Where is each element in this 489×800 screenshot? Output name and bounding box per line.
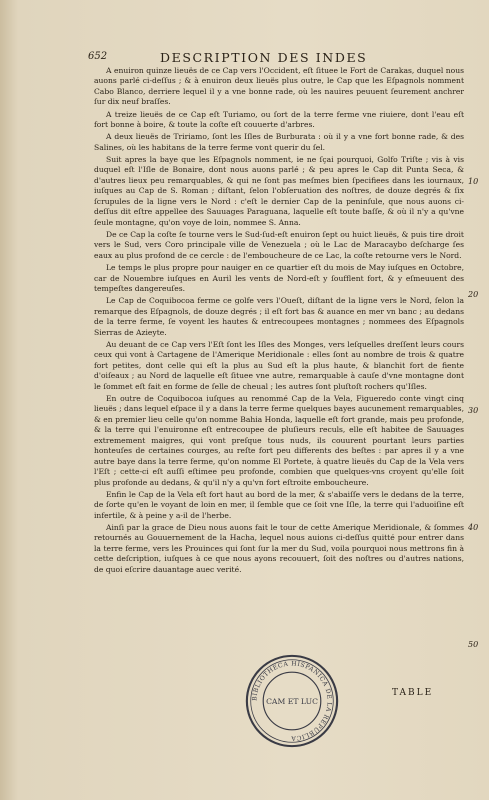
paragraph: A enuiron quinze lieuës de ce Cap vers l'Occident, eſt ſituee le Fort de Carakas, duquel nous auons parlé ci-deſſus ; & à enuiron deux lieuës plus outre, le Cap que les Eſpagnols nomment Cabo Blanco, derriere lequel il y a vne bonne rade, où les nauires peuuent ſeurement anchrer ſur dix neuf braſſes.	[94, 66, 464, 107]
page-header	[0, 50, 489, 66]
line-number-30: 30	[468, 406, 479, 415]
running-title: DESCRIPTION DES INDES	[160, 50, 368, 65]
paragraph: A deux lieuës de Tririamo, ſont les Iſles de Burburata : où il y a vne fort bonne rade, & des Salines, où les habitans de la terre ferme vont querir du ſel.	[94, 132, 464, 152]
paragraph: Au deuant de ce Cap vers l'Eſt ſont les Iſles des Monges, vers leſquelles dreſſent leurs cours ceux qui vont à Cartagene de l'Amerique Meridionale : elles ſont au nombre de trois & quatre fort petites, dont celle qui eſt la plus au Sud eſt la plus haute, & blanchit fort de fiente d'oiſeaux ; au Nord de laquelle eſt ſituee vne autre, remarquable à cauſe d'vne montagne dont le ſommet eſt fait en forme de ſelle de cheual ; les autres ſont pluſtoſt rochers qu'Iſles.	[94, 339, 464, 391]
paragraph: De ce Cap la coſte ſe tourne vers le Sud-ſud-eſt enuiron ſept ou huict lieuës, & puis tire droit vers le Sud, vers Coro principale ville de Venezuela ; où le Lac de Maracaybo deſcharge ſes eaux au plus profond de ce cercle : de l'emboucheure de ce Lac, la coſte retourne vers le Nord.	[94, 229, 464, 260]
line-number-20: 20	[468, 290, 479, 299]
paragraph: En outre de Coquibocoa iuſques au renommé Cap de la Vela, Figueredo conte vingt cinq lieuës ; dans lequel eſpace il y a dans la terre ferme quelques bayes aucunement remarquables, & en premier lieu celle qu'on nomme Bahia Honda, laquelle eſt fort grande, mais peu profonde, & la terre qui l'enuironne eſt entrecoupee de pluſieurs reculs, elle eſt habitee de Sauuages extremement maigres, qui vont preſque tous nuds, ils couurent pourtant leurs parties honteuſes de certaines courges, au reſte fort peu differents des beſtes : par apres il y a vne autre baye dans la terre ferme, qu'on nomme El Portete, à quatre lieuës du Cap de la Vela vers l'Eſt ; cette-ci eſt auſſi eſtimee peu profonde, combien que quelques-vns croyent qu'elle ſoit plus profonde au dedans, & qu'il n'y a qu'vn fort eſtroite emboucheure.	[94, 393, 464, 487]
stamp-outer-text: BIBLIOTHECA HISPANICA DE LA REPUBLICA	[251, 660, 333, 742]
paragraph: Le temps le plus propre pour nauiger en ce quartier eſt du mois de May iuſques en Octobre, car de Nouembre iuſques en Auril les vents de Nord-eſt y ſoufflent fort, & y eſmeuuent des tempeſtes dangereuſes.	[94, 263, 464, 294]
line-number-40: 40	[468, 523, 479, 532]
paragraph: A treize lieuës de ce Cap eſt Turiamo, ou ſort de la terre ferme vne riuiere, dont l'eau eſt fort bonne à boire, & toute la coſte eſt couuerte d'arbres.	[94, 109, 464, 130]
catchword: TABLE	[392, 688, 434, 698]
library-stamp	[244, 653, 340, 749]
body-text	[94, 66, 464, 577]
line-number-10: 10	[468, 177, 479, 186]
paragraph: Enfin le Cap de la Vela eſt fort haut au bord de la mer, & s'abaiſſe vers le dedans de la terre, de ſorte qu'en le voyant de loin en mer, il ſemble que ce ſoit vne Iſle, la terre qui l'aduoiſine eſt infertile, & à peine y a-il de l'herbe.	[94, 489, 464, 520]
paragraph: Suit apres la baye que les Eſpagnols nomment, ie ne ſçai pourquoi, Golfo Triſte ; vis à vis duquel eſt l'Iſle de Bonaire, dont nous auons parlé ; & peu apres le Cap dit Punta Seca, & d'autres lieux peu remarquables, & qui ne ſont pas meſmes bien ſpecifiees dans les iournaux, iuſques au Cap de S. Roman ; diſtant, ſelon l'obſeruation des noſtres, de douze degrés & ſix ſcrupules de la ligne vers le Nord : c'eſt le dernier Cap de la peninſule, que nous auons ci-deſſus dit eſtre appellee des Sauuages Paraguana, laquelle eſt toute baſſe, & où il n'y a qu'vne ſeule montagne, qu'on voye de loin, nommee S. Anna.	[94, 155, 464, 227]
paragraph: Le Cap de Coquibocoa ferme ce golfe vers l'Oueſt, diſtant de la ligne vers le Nord, ſelon la remarque des Eſpagnols, de douze degrés ; il eſt fort bas & auance en mer vn banc ; au dedans de la terre ferme, ſe voyent les hautes & entrecoupees montagnes ; nommees des Eſpagnols Sierras de Azieyte.	[94, 296, 464, 337]
page-number: 652	[88, 51, 108, 62]
line-number-50: 50	[468, 640, 479, 649]
paragraph: Ainſi par la grace de Dieu nous auons fait le tour de cette Amerique Meridionale, & ſommes retournés au Gouuernement de la Hacha, lequel nous auions ci-deſſus quitté pour entrer dans la terre ferme, vers les Prouinces qui ſont ſur la mer du Sud, voila pourquoi nous mettrons fin à cette deſcription, iuſques à ce que nous ayons recouuert, ſoit des noſtres ou d'autres nations, de quoi eſcrire dauantage auec verité.	[94, 523, 464, 574]
stamp-inner-text: CAM ET LUC	[266, 696, 318, 706]
